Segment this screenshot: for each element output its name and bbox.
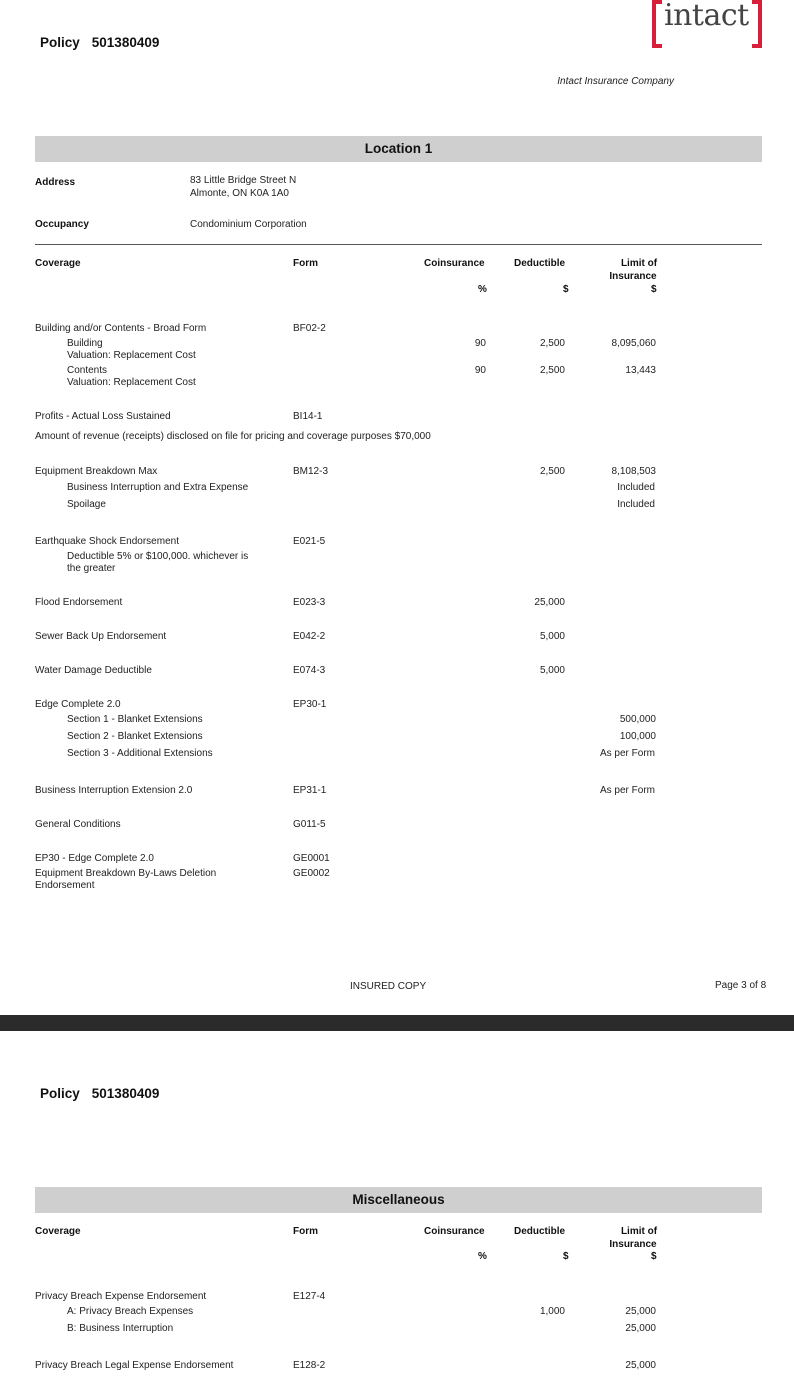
col-limit-1: Limit of [620, 258, 658, 269]
limit-value: 25,000 [625, 1306, 656, 1317]
limit-value: 25,000 [625, 1360, 656, 1371]
limit-value: As per Form [599, 785, 655, 796]
location-band [35, 136, 762, 162]
coverage-name: Water Damage Deductible [35, 665, 152, 676]
coverage-form: BM12-3 [293, 466, 329, 477]
coverage-form: EP31-1 [293, 785, 327, 796]
deductible-value: 1,000 [539, 1306, 565, 1317]
coverage-form: E042-2 [293, 631, 326, 642]
coverage-name: Equipment Breakdown By-Laws Deletion [35, 868, 217, 879]
sub-item: Section 3 - Additional Extensions [67, 748, 213, 759]
col-limit-1: Limit of [620, 1226, 658, 1237]
occupancy-label: Occupancy [35, 219, 89, 230]
coverage-form: EP30-1 [293, 699, 327, 710]
miscellaneous-title: Miscellaneous [352, 1192, 445, 1207]
sub-item: Section 2 - Blanket Extensions [67, 731, 203, 742]
coverage-form: E023-3 [293, 597, 326, 608]
page-number: Page 3 of 8 [715, 980, 767, 991]
revenue-note: Amount of revenue (receipts) disclosed on file for pricing and coverage purposes $70,000 [35, 431, 431, 442]
limit-value: 13,443 [625, 365, 656, 376]
limit-value: Included [617, 482, 655, 493]
sub-item: Business Interruption and Extra Expense [67, 482, 249, 493]
coverage-form: GE0001 [293, 853, 330, 864]
limit-value: 8,095,060 [611, 338, 656, 349]
address-line1: 83 Little Bridge Street N [190, 175, 297, 186]
coverage-form: E074-3 [293, 665, 326, 676]
location-title: Location 1 [364, 141, 433, 156]
col-deductible-unit: $ [563, 284, 569, 295]
policy-number: 501380409 [91, 1086, 160, 1101]
page-divider [0, 1015, 794, 1031]
occupancy-value: Condominium Corporation [190, 219, 307, 230]
coverage-name: Equipment Breakdown Max [35, 466, 158, 477]
address-label: Address [35, 177, 76, 188]
insured-copy: INSURED COPY [350, 981, 427, 992]
col-deductible-unit: $ [563, 1251, 569, 1262]
col-form: Form [293, 258, 318, 269]
coverage-form: E127-4 [293, 1291, 326, 1302]
limit-value: Included [617, 499, 655, 510]
col-limit-2: Insurance [609, 271, 657, 282]
sub-item: Spoilage [67, 499, 106, 510]
limit-value: 8,108,503 [611, 466, 656, 477]
col-limit-unit: $ [651, 284, 657, 295]
deductible-value: 25,000 [534, 597, 565, 608]
limit-value: 25,000 [625, 1323, 656, 1334]
col-coverage: Coverage [35, 258, 81, 269]
limit-value: As per Form [599, 748, 655, 759]
sub-item: Contents [67, 365, 108, 376]
miscellaneous-band [35, 1187, 762, 1213]
policy-label: Policy [40, 1086, 80, 1101]
logo-right-bracket [752, 0, 762, 48]
company-name: Intact Insurance Company [557, 76, 674, 87]
coverage-name: Business Interruption Extension 2.0 [35, 785, 193, 796]
col-coinsurance: Coinsurance [424, 258, 485, 269]
intact-logo [652, 0, 762, 46]
coverage-form: BF02-2 [293, 323, 326, 334]
policy-number: 501380409 [91, 35, 160, 50]
policy-label: Policy [40, 35, 80, 50]
logo-left-bracket [652, 0, 662, 48]
coverage-name: Profits - Actual Loss Sustained [35, 411, 171, 422]
sub-item-note: Deductible 5% or $100,000. whichever is [67, 551, 249, 562]
limit-value: 500,000 [619, 714, 656, 725]
coverage-form: BI14-1 [293, 411, 323, 422]
coverage-form: GE0002 [293, 868, 330, 879]
coverage-name: Privacy Breach Legal Expense Endorsement [35, 1360, 234, 1371]
col-deductible: Deductible [514, 258, 566, 269]
deductible-value: 5,000 [539, 665, 565, 676]
coverage-name-cont: Endorsement [35, 880, 95, 891]
coverage-form: E021-5 [293, 536, 326, 547]
coverage-name: General Conditions [35, 819, 121, 830]
coverage-name: Building and/or Contents - Broad Form [35, 323, 207, 334]
col-coinsurance: Coinsurance [424, 1226, 485, 1237]
deductible-value: 5,000 [539, 631, 565, 642]
coverage-name: Privacy Breach Expense Endorsement [35, 1291, 207, 1302]
col-coinsurance-unit: % [478, 1251, 487, 1262]
policy-heading [40, 35, 159, 50]
col-coinsurance-unit: % [478, 284, 487, 295]
col-coverage: Coverage [35, 1226, 81, 1237]
coverage-name: Flood Endorsement [35, 597, 123, 608]
section-rule [35, 244, 762, 245]
coverage-name: Edge Complete 2.0 [35, 699, 121, 710]
col-limit-2: Insurance [609, 1239, 657, 1250]
coinsurance-value: 90 [474, 365, 486, 376]
sub-item: A: Privacy Breach Expenses [67, 1306, 194, 1317]
policy-heading [40, 1086, 159, 1101]
deductible-value: 2,500 [539, 466, 565, 477]
coverage-name: EP30 - Edge Complete 2.0 [35, 853, 154, 864]
sub-item: B: Business Interruption [67, 1323, 174, 1334]
address-line2: Almonte, ON K0A 1A0 [190, 188, 289, 199]
col-limit-unit: $ [651, 1251, 657, 1262]
sub-item: Section 1 - Blanket Extensions [67, 714, 203, 725]
col-deductible: Deductible [514, 1226, 566, 1237]
limit-value: 100,000 [619, 731, 656, 742]
col-form: Form [293, 1226, 318, 1237]
coverage-name: Sewer Back Up Endorsement [35, 631, 167, 642]
logo-wordmark: intact [664, 0, 749, 33]
sub-item-note: Valuation: Replacement Cost [67, 350, 196, 361]
coinsurance-value: 90 [474, 338, 486, 349]
sub-item: Building [67, 338, 103, 349]
coverage-form: E128-2 [293, 1360, 326, 1371]
sub-item-note: Valuation: Replacement Cost [67, 377, 196, 388]
sub-item-note: the greater [67, 563, 116, 574]
deductible-value: 2,500 [539, 338, 565, 349]
coverage-name: Earthquake Shock Endorsement [35, 536, 179, 547]
coverage-form: G011-5 [293, 819, 326, 830]
deductible-value: 2,500 [539, 365, 565, 376]
